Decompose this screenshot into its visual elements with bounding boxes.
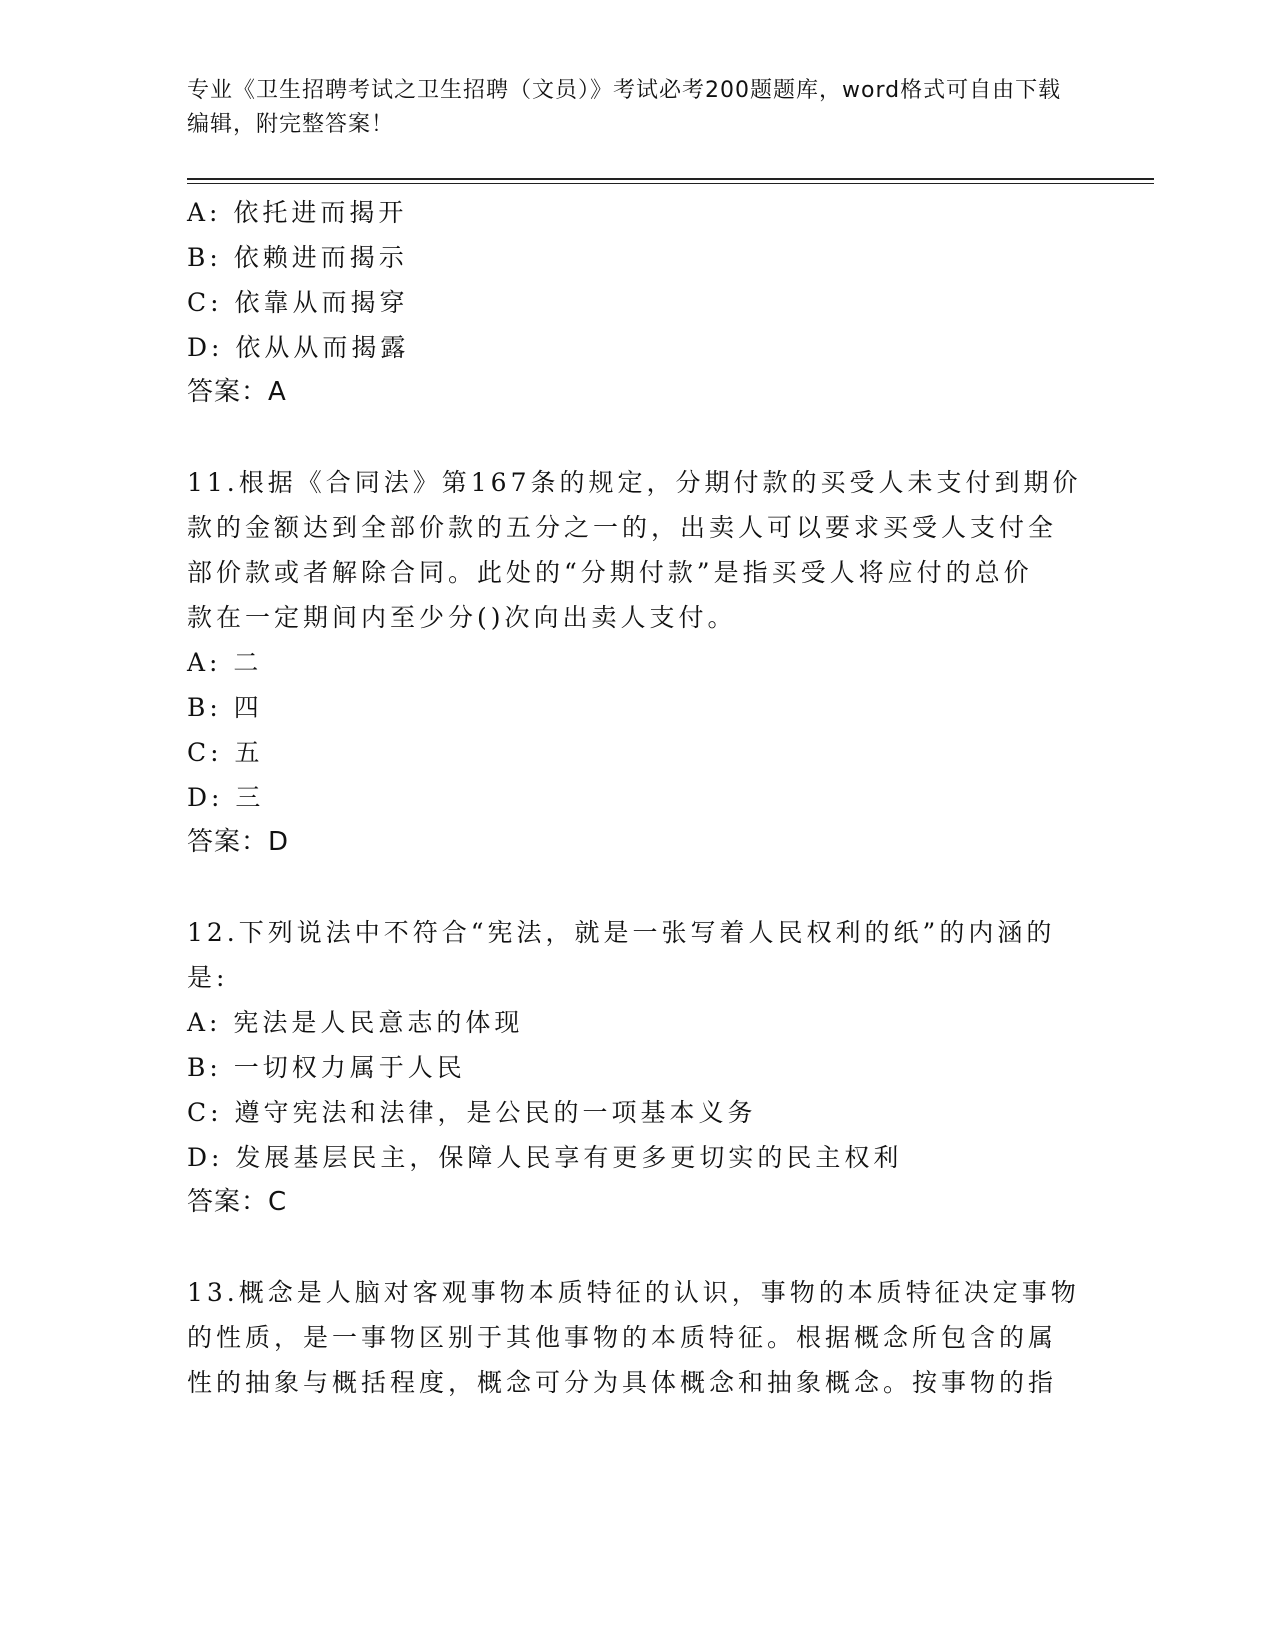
question-13-line-2: 的性质，是一事物区别于其他事物的本质特征。根据概念所包含的属 bbox=[187, 1323, 1058, 1352]
question-11-line-4: 款在一定期间内至少分()次向出卖人支付。 bbox=[187, 603, 737, 632]
question-11-option-d: D: 三 bbox=[187, 783, 265, 812]
spacer bbox=[187, 1225, 1087, 1270]
question-11-line-2: 款的金额达到全部价款的五分之一的，出卖人可以要求买受人支付全 bbox=[187, 513, 1058, 542]
option-d: D: 依从从而揭露 bbox=[187, 333, 410, 362]
question-12-line-1: 12.下列说法中不符合“宪法，就是一张写着人民权利的纸”的内涵的 bbox=[187, 918, 1056, 947]
question-11-option-c: C: 五 bbox=[187, 738, 264, 767]
question-13-line-1: 13.概念是人脑对客观事物本质特征的认识，事物的本质特征决定事物 bbox=[187, 1278, 1080, 1307]
question-content bbox=[187, 190, 1087, 1405]
option-b: B: 依赖进而揭示 bbox=[187, 243, 408, 272]
question-12-answer: 答案：C bbox=[187, 1187, 288, 1217]
question-12-option-c: C: 遵守宪法和法律，是公民的一项基本义务 bbox=[187, 1098, 757, 1127]
question-11-option-a: A: 二 bbox=[187, 648, 263, 677]
document-header: 专业《卫生招聘考试之卫生招聘（文员）》考试必考200题题库，word格式可自由下载编辑，附完整答案！ bbox=[187, 78, 1062, 137]
question-12-line-2: 是: bbox=[187, 963, 229, 992]
spacer bbox=[187, 865, 1087, 910]
question-12-option-b: B: 一切权力属于人民 bbox=[187, 1053, 466, 1082]
question-11-line-3: 部价款或者解除合同。此处的“分期付款”是指买受人将应付的总价 bbox=[187, 558, 1033, 587]
question-13-line-3: 性的抽象与概括程度，概念可分为具体概念和抽象概念。按事物的指 bbox=[187, 1368, 1058, 1397]
header-divider-thin bbox=[187, 183, 1154, 184]
question-12-option-a: A: 宪法是人民意志的体现 bbox=[187, 1008, 524, 1037]
option-c: C: 依靠从而揭穿 bbox=[187, 288, 409, 317]
question-11-line-1: 11.根据《合同法》第167条的规定，分期付款的买受人未支付到期价 bbox=[187, 468, 1082, 497]
question-11-option-b: B: 四 bbox=[187, 693, 263, 722]
answer-line: 答案：A bbox=[187, 377, 287, 407]
spacer bbox=[187, 415, 1087, 460]
option-a: A: 依托进而揭开 bbox=[187, 198, 408, 227]
question-12-option-d: D: 发展基层民主，保障人民享有更多更切实的民主权利 bbox=[187, 1143, 903, 1172]
header-divider-thick bbox=[187, 178, 1154, 180]
question-11-answer: 答案：D bbox=[187, 827, 290, 857]
